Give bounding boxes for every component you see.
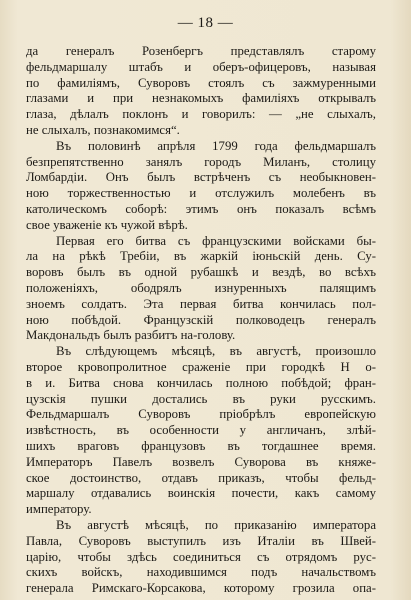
text-line: глаза, дѣлалъ поклонъ и говорилъ: — „не слыхалъ, — [26, 107, 376, 122]
text-line: положеніяхъ, ободрялъ изнуренныхъ палящимъ — [26, 280, 376, 295]
text-line: Императоръ Павелъ возвелъ Суворова въ княже- — [26, 454, 376, 469]
text-line: в и. Битва снова кончилась полною побѣдой; фран- — [26, 375, 376, 390]
text-line: Павла, Суворовъ выступилъ изъ Италіи въ Швей- — [26, 533, 376, 548]
text-line: Въ слѣдующемъ мѣсяцѣ, въ августѣ, произошло — [56, 344, 376, 359]
text-line: Въ августѣ мѣсяцѣ, по приказанію императора — [56, 517, 376, 532]
text-line: безпрепятственно занялъ городъ Миланъ, столицу — [26, 154, 376, 169]
text-line: ною торжественностью и отслужилъ молебенъ въ — [26, 186, 376, 201]
text-line: царію, чтобы здѣсь соединиться съ отрядомъ рус- — [26, 549, 376, 564]
text-line: католическомъ соборѣ: этимъ онъ показалъ всѣмъ — [26, 201, 376, 216]
paragraph-5 — [26, 518, 376, 597]
paragraph-3 — [26, 234, 376, 345]
text-line: скихъ войскъ, находившимся подъ начальствомъ — [26, 565, 376, 580]
body-text — [26, 44, 376, 597]
text-line: извѣстность, въ особенности у англичанъ, злѣй- — [26, 423, 376, 438]
text-line: воровъ былъ въ одной рубашкѣ и вездѣ, во всѣхъ — [26, 265, 376, 280]
text-line: да генералъ Розенбергъ представлялъ старому — [26, 44, 376, 58]
paragraph-4 — [26, 344, 376, 518]
text-line: императору. — [26, 502, 92, 517]
text-line: ское достоинство, отдавъ приказъ, чтобы фельд- — [26, 470, 376, 485]
text-line: шихъ враговъ французовъ въ тогдашнее время. — [26, 438, 376, 453]
text-line: ла на рѣкѣ Требіи, въ жаркій іюньскій день. Су- — [26, 249, 376, 264]
text-line: маршалу отдавались воинскія почести, какъ самому — [26, 486, 376, 501]
paragraph-2 — [26, 139, 376, 234]
text-line: свое уваженіе къ чужой вѣрѣ. — [26, 217, 188, 232]
text-line: Въ половинѣ апрѣля 1799 года фельдмаршалъ — [56, 138, 376, 153]
text-line: цузскія пушки достались въ руки русскимъ. — [26, 391, 376, 406]
text-line: Макдональдъ былъ разбитъ на-голову. — [26, 328, 236, 343]
text-line: второе кровопролитное сраженіе при городкѣ Н о- — [26, 359, 376, 374]
paragraph-1 — [26, 44, 376, 139]
text-line: зноемъ солдатъ. Эта первая битва кончилась пол- — [26, 296, 376, 311]
text-line: Фельдмаршалъ Суворовъ пріобрѣлъ европейскую — [26, 407, 376, 422]
text-line: фельдмаршалу штабъ и оберъ-офицеровъ, называя — [26, 59, 376, 74]
text-line: генерала Римскаго-Корсакова, которому грозила опа- — [26, 581, 376, 596]
text-line: глазами и при незнакомыхъ фамиліяхъ открывалъ — [26, 91, 376, 106]
text-line: по фамиліямъ, Суворовъ стоялъ съ зажмуренными — [26, 75, 376, 90]
page-number-header: — 18 — — [177, 15, 234, 31]
text-line: Первая его битва съ французскими войсками бы- — [56, 233, 376, 248]
text-line: ною побѣдой. Французскій полководецъ генералъ — [26, 312, 376, 327]
text-line: не слыхалъ, познакомимся“. — [26, 122, 180, 137]
text-line: Ломбардіи. Онъ былъ встрѣченъ съ необыкновен- — [26, 170, 376, 185]
